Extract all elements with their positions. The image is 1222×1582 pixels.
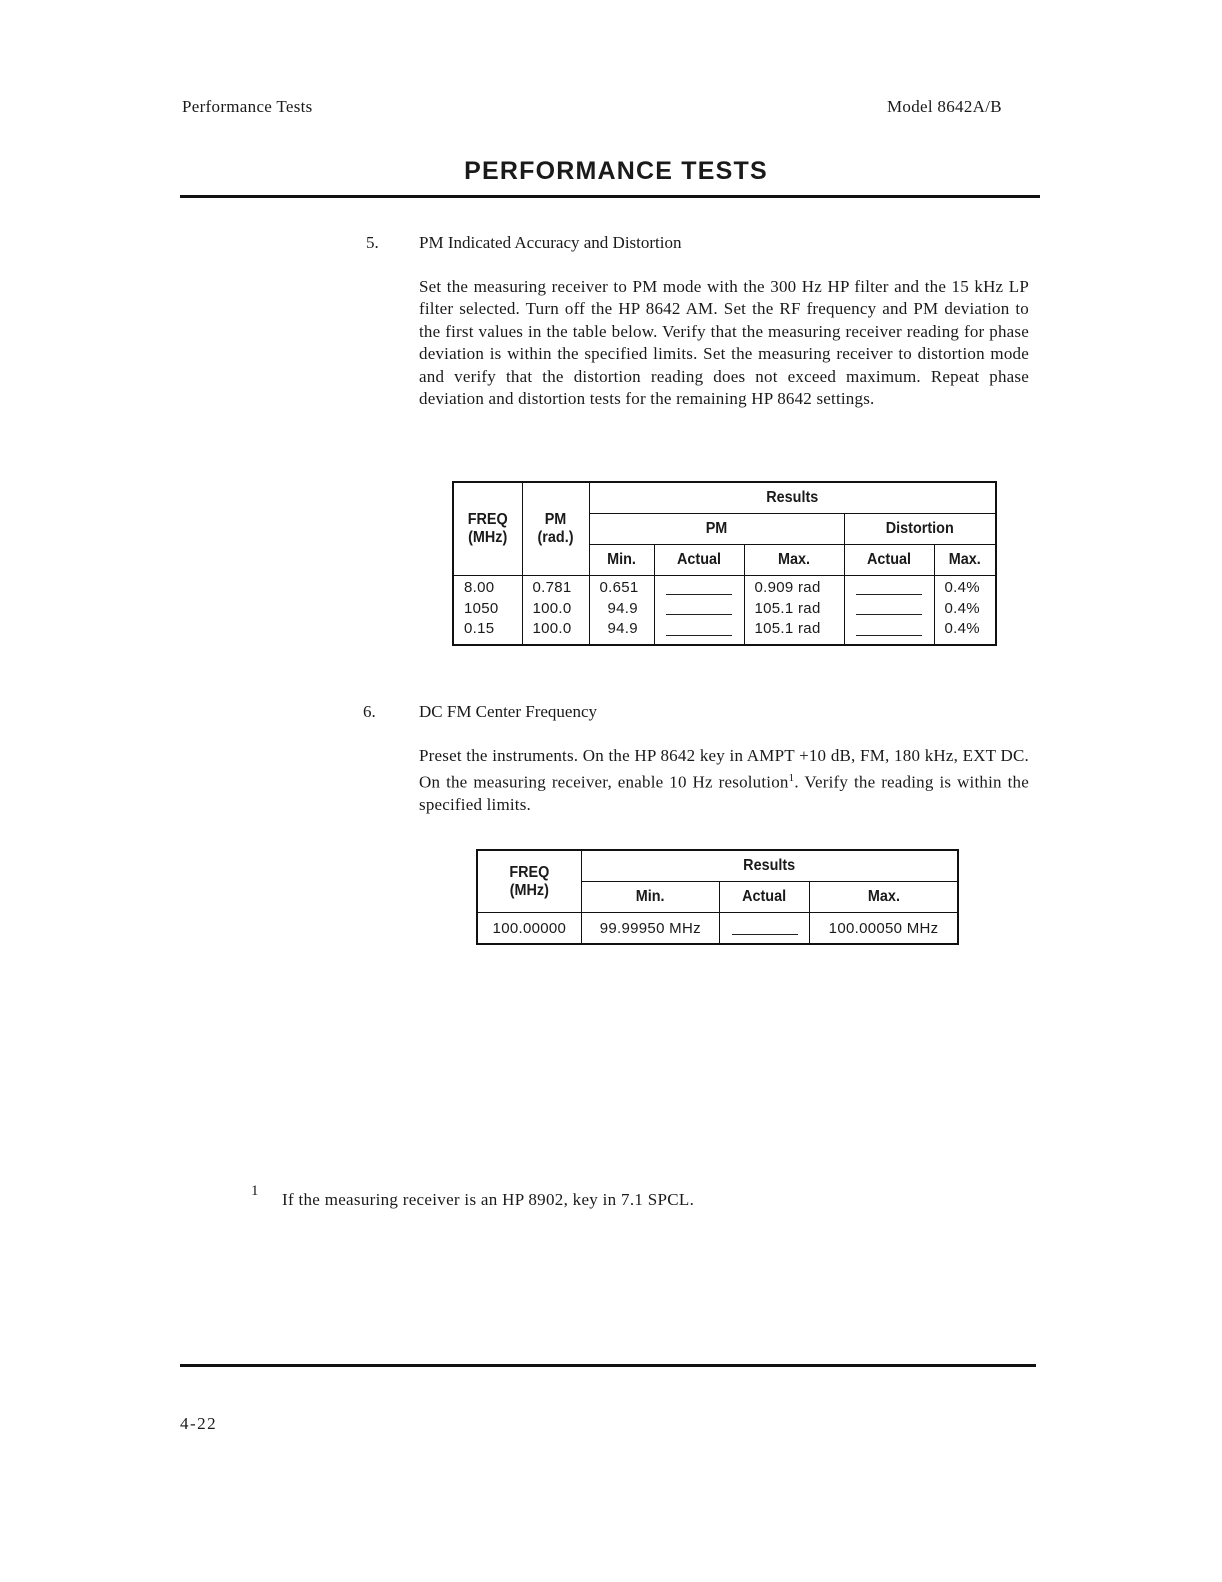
step-5-number: 5. <box>366 233 379 252</box>
cell-dist-actual-blank[interactable] <box>844 619 934 645</box>
cell-dist-actual-blank[interactable] <box>844 576 934 599</box>
cell-dist-max: 0.4% <box>934 619 996 645</box>
page-title: PERFORMANCE TESTS <box>464 157 768 185</box>
table-row <box>453 619 996 645</box>
running-header-section: Performance Tests <box>182 97 313 116</box>
cell-pm: 0.781 <box>522 576 589 599</box>
cell-dist-max: 0.4% <box>934 576 996 599</box>
running-header-model: Model 8642A/B <box>887 97 1002 116</box>
cell-freq: 100.00000 <box>477 913 581 945</box>
cell-actual-blank[interactable] <box>719 913 809 945</box>
footnote-reference[interactable]: 1 <box>788 772 795 785</box>
cell-pm: 100.0 <box>522 599 589 620</box>
col-header-results: Results <box>600 850 939 882</box>
header-rule <box>180 195 1040 198</box>
cell-max: 0.909 rad <box>744 576 844 599</box>
col-group-pm: PM <box>602 514 832 545</box>
step-6-title: DC FM Center Frequency <box>419 702 598 721</box>
cell-min: 94.9 <box>589 599 654 620</box>
table-row <box>477 913 958 945</box>
col-header-pm-min: Min. <box>592 545 651 576</box>
col-group-distortion: Distortion <box>852 514 989 545</box>
table-row <box>453 576 996 599</box>
step-5-paragraph: Set the measuring receiver to PM mode with the 300 Hz HP filter and the 15 kHz LP filter selected. Turn off the HP 8642 AM. Set the RF frequency and PM deviation to the first values in the table below. Verify that the measuring receiver reading for phase deviation is within the specified limits. Set the measuring receiver to distortion mode and verify that the distortion reading does not exceed maximum. Repeat phase deviation and distortion tests for the remaining HP 8642 settings. <box>419 277 1029 409</box>
dc-fm-table <box>476 849 959 945</box>
footnote-mark: 1 <box>251 1183 259 1199</box>
pm-accuracy-table <box>452 481 997 646</box>
footnote-text: If the measuring receiver is an HP 8902, key in 7.1 SPCL. <box>282 1190 695 1209</box>
cell-pm: 100.0 <box>522 619 589 645</box>
cell-freq: 0.15 <box>453 619 522 645</box>
cell-max: 100.00050 MHz <box>810 913 958 945</box>
step-6-paragraph: Preset the instruments. On the HP 8642 key in AMPT +10 dB, FM, 180 kHz, EXT DC. On the measuring receiver, enable 10 Hz resolution$^1$. Verify the reading is within the specified limits. <box>419 746 1029 815</box>
col-header-results: Results <box>609 482 975 514</box>
cell-dist-actual-blank[interactable] <box>844 599 934 620</box>
col-header-freq: FREQ (MHz) <box>482 850 576 913</box>
col-header-dist-max: Max. <box>937 545 993 576</box>
table-row <box>453 599 996 620</box>
col-header-freq: FREQ (MHz) <box>456 482 518 576</box>
col-header-pm-actual: Actual <box>659 545 740 576</box>
cell-freq: 8.00 <box>453 576 522 599</box>
col-header-actual: Actual <box>724 882 805 913</box>
col-header-pm-max: Max. <box>749 545 839 576</box>
col-header-min: Min. <box>588 882 712 913</box>
cell-actual-blank[interactable] <box>654 576 744 599</box>
step-6-number: 6. <box>363 702 376 721</box>
col-header-dist-actual: Actual <box>849 545 930 576</box>
cell-min: 94.9 <box>589 619 654 645</box>
cell-freq: 1050 <box>453 599 522 620</box>
footer-rule <box>180 1364 1036 1367</box>
page-number: 4-22 <box>180 1414 218 1433</box>
cell-actual-blank[interactable] <box>654 619 744 645</box>
col-header-max: Max. <box>817 882 950 913</box>
cell-max: 105.1 rad <box>744 619 844 645</box>
cell-max: 105.1 rad <box>744 599 844 620</box>
cell-min: 99.99950 MHz <box>581 913 719 945</box>
col-header-pm-rad: PM (rad.) <box>525 482 585 576</box>
cell-actual-blank[interactable] <box>654 599 744 620</box>
cell-dist-max: 0.4% <box>934 599 996 620</box>
cell-min: 0.651 <box>589 576 654 599</box>
step-5-title: PM Indicated Accuracy and Distortion <box>419 233 682 252</box>
